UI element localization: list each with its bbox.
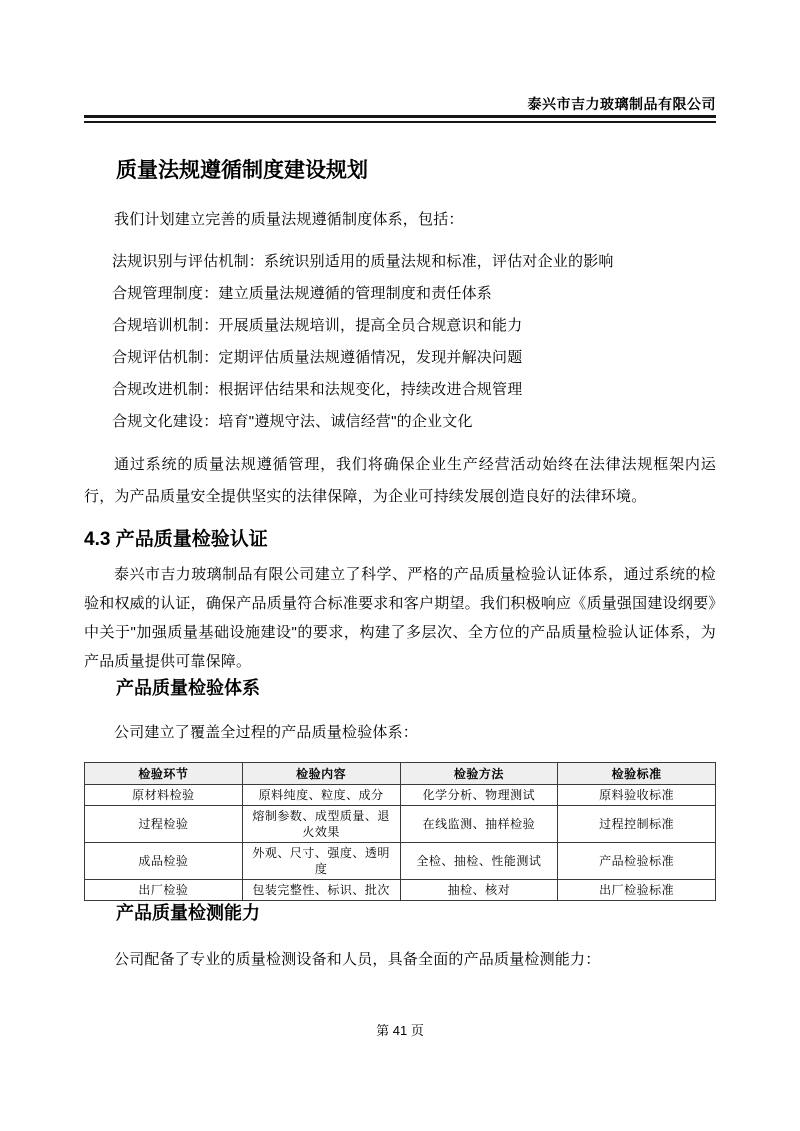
inspection-table-header-cell: 检验标准 [558, 763, 716, 785]
plan-section-title: 质量法规遵循制度建设规划 [116, 159, 368, 182]
page-number: 第 41 页 [376, 1023, 424, 1038]
table-cell: 出厂检验 [85, 880, 243, 901]
plan-item: 合规文化建设：培育"遵规守法、诚信经营"的企业文化 [112, 413, 473, 430]
table-row [85, 880, 716, 901]
header-company-name: 泰兴市吉力玻璃制品有限公司 [527, 96, 716, 112]
inspection-table-header-row [85, 763, 716, 785]
table-cell: 熔制参数、成型质量、退火效果 [242, 806, 400, 843]
plan-items-list [84, 246, 716, 438]
table-cell: 外观、尺寸、强度、透明度 [242, 843, 400, 880]
plan-item: 合规管理制度：建立质量法规遵循的管理制度和责任体系 [112, 285, 493, 302]
inspection-table-header-cell: 检验方法 [400, 763, 558, 785]
table-cell: 全检、抽检、性能测试 [400, 843, 558, 880]
testing-capability-title: 产品质量检测能力 [116, 903, 260, 923]
plan-item: 合规评估机制：定期评估质量法规遵循情况，发现并解决问题 [112, 349, 523, 366]
plan-item: 合规培训机制：开展质量法规培训，提高全员合规意识和能力 [112, 317, 523, 334]
table-cell: 出厂检验标准 [558, 880, 716, 901]
table-cell: 抽检、核对 [400, 880, 558, 901]
plan-summary-paragraph: 通过系统的质量法规遵循管理，我们将确保企业生产经营活动始终在法律法规框架内运行，为产品质量安全提供坚实的法律保障，为企业可持续发展创造良好的法律环境。 [84, 456, 716, 505]
inspection-system-title: 产品质量检验体系 [116, 678, 260, 698]
plan-item: 法规识别与评估机制：系统识别适用的质量法规和标准，评估对企业的影响 [112, 253, 614, 270]
inspection-table-header-cell: 检验环节 [85, 763, 243, 785]
table-cell: 产品检验标准 [558, 843, 716, 880]
table-cell: 过程控制标准 [558, 806, 716, 843]
table-cell: 原材料检验 [85, 785, 243, 806]
section-4-3-intro-paragraph: 泰兴市吉力玻璃制品有限公司建立了科学、严格的产品质量检验认证体系，通过系统的检验和权威的认证，确保产品质量符合标准要求和客户期望。我们积极响应《质量强国建设纲要》中关于"加强质量基础设施建设"的要求，构建了多层次、全方位的产品质量检验认证体系，为产品质量提供可靠保障。 [84, 566, 716, 670]
table-row [85, 785, 716, 806]
table-row [85, 843, 716, 880]
plan-intro-paragraph: 我们计划建立完善的质量法规遵循制度体系，包括： [114, 211, 464, 228]
inspection-table-body [85, 785, 716, 901]
header-double-rule [84, 115, 716, 123]
plan-item: 合规改进机制：根据评估结果和法规变化，持续改进合规管理 [112, 381, 523, 398]
inspection-system-lead: 公司建立了覆盖全过程的产品质量检验体系： [114, 724, 419, 741]
inspection-table-header-cell: 检验内容 [242, 763, 400, 785]
table-cell: 过程检验 [85, 806, 243, 843]
table-cell: 包装完整性、标识、批次 [242, 880, 400, 901]
table-cell: 原料验收标准 [558, 785, 716, 806]
table-cell: 原料纯度、粒度、成分 [242, 785, 400, 806]
table-cell: 成品检验 [85, 843, 243, 880]
table-cell: 在线监测、抽样检验 [400, 806, 558, 843]
table-row [85, 806, 716, 843]
section-4-3-title: 4.3 产品质量检验认证 [84, 529, 268, 550]
inspection-table [84, 762, 716, 901]
testing-capability-lead: 公司配备了专业的质量检测设备和人员，具备全面的产品质量检测能力： [114, 951, 601, 968]
table-cell: 化学分析、物理测试 [400, 785, 558, 806]
